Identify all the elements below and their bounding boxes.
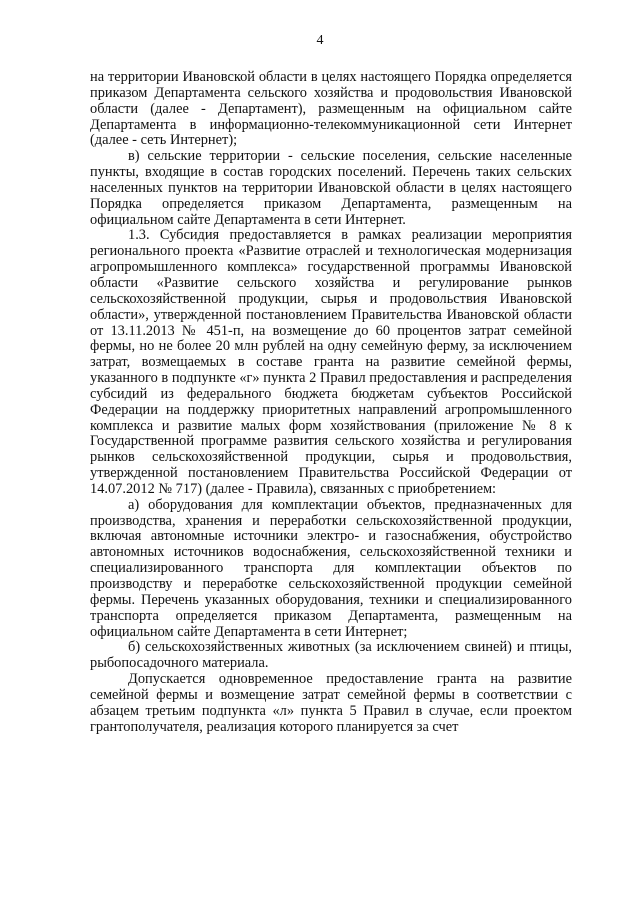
paragraph-item-b: б) сельскохозяйственных животных (за исключением свиней) и птицы, рыбопосадочного материала. bbox=[90, 639, 572, 672]
page-number: 4 bbox=[316, 33, 324, 48]
document-body bbox=[90, 70, 572, 735]
paragraph-allowance: Допускается одновременное предоставление гранта на развитие семейной фермы и возмещение затрат семейной фермы в соответствии с абзацем третьим подпункта «л» пункта 5 Правил в случае, если проектом грантополучателя, реализация которого планируется за счет bbox=[90, 671, 572, 735]
paragraph-continuation: на территории Ивановской области в целях настоящего Порядка определяется приказом Департамента сельского хозяйства и продовольствия Ивановской области (далее - Департамент), размещенным на официальном сайте Департамента в информационно-телекоммуникационной сети Интернет (далее - сеть Интернет); bbox=[90, 69, 572, 149]
paragraph-item-a: а) оборудования для комплектации объектов, предназначенных для производства, хранения и переработки сельскохозяйственной продукции, включая автономные источники электро- и газоснабжения, обустройство автономных источников водоснабжения, сельскохозяйственной техники и специализированного транспорта для комплектации объектов по производству и переработке сельскохозяйственной продукции семейной фермы. Перечень указанных оборудования, техники и специализированного транспорта определяется приказом Департамента, размещенным на официальном сайте Департамента в сети Интернет; bbox=[90, 496, 572, 640]
paragraph-item-v: в) сельские территории - сельские поселения, сельские населенные пункты, входящие в состав городских поселений. Перечень таких сельских населенных пунктов на территории Ивановской области в целях настоящего Порядка определяется приказом Департамента, размещенным на официальном сайте Департамента в сети Интернет. bbox=[90, 148, 572, 228]
paragraph-1-3: 1.3. Субсидия предоставляется в рамках реализации мероприятия регионального проекта «Развитие отраслей и технологическая модернизация агропромышленного комплекса» государственной программы Ивановской области «Развитие сельского хозяйства и регулирование рынков сельскохозяйственной продукции, сырья и продовольствия Ивановской области», утвержденной постановлением Правительства Ивановской области от 13.11.2013 № 451-п, на возмещение до 60 процентов затрат семейной фермы, но не более 20 млн рублей на одну семейную ферму, за исключением затрат, возмещаемых в составе гранта на развитие семейной фермы, указанного в подпункте «г» пункта 2 Правил предоставления и распределения субсидий из федерального бюджета бюджетам субъектов Российской Федерации на поддержку приоритетных направлений агропромышленного комплекса и развитие малых форм хозяйствования (приложение № 8 к Государственной программе развития сельского хозяйства и регулирования рынков сельскохозяйственной продукции, сырья и продовольствия, утвержденной постановлением Правительства Российской Федерации от 14.07.2012 № 717) (далее - Правила), связанных с приобретением: bbox=[90, 227, 572, 497]
